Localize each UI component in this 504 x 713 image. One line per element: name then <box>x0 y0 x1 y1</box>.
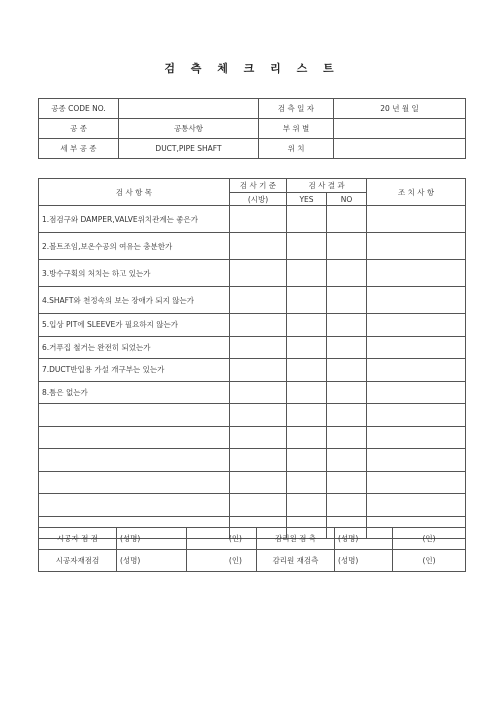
work-value[interactable]: 공통사항 <box>119 119 259 139</box>
yes-cell[interactable] <box>287 287 327 314</box>
yes-cell[interactable] <box>287 206 327 233</box>
action-cell[interactable] <box>367 336 466 359</box>
standard-cell[interactable] <box>230 426 287 449</box>
action-cell[interactable] <box>367 471 466 494</box>
checklist-item-text: 3.방수구획의 처치는 하고 있는가 <box>39 260 230 287</box>
checklist-row <box>39 494 466 517</box>
action-cell[interactable] <box>367 287 466 314</box>
no-cell[interactable] <box>327 314 367 337</box>
no-cell[interactable] <box>327 381 367 404</box>
standard-cell[interactable] <box>230 359 287 382</box>
checklist-row <box>39 426 466 449</box>
yes-cell[interactable] <box>287 314 327 337</box>
checklist-item-text: 5.입상 PIT에 SLEEVE가 필요하지 않는가 <box>39 314 230 337</box>
checklist-row <box>39 206 466 233</box>
info-row-code <box>39 99 466 119</box>
no-cell[interactable] <box>327 471 367 494</box>
action-cell[interactable] <box>367 426 466 449</box>
detail-value[interactable]: DUCT,PIPE SHAFT <box>119 139 259 159</box>
supervisor-recheck-seal[interactable]: (인) <box>393 550 466 572</box>
checklist-row <box>39 449 466 472</box>
no-cell[interactable] <box>327 359 367 382</box>
action-cell[interactable] <box>367 206 466 233</box>
standard-cell[interactable] <box>230 314 287 337</box>
supervisor-check-label: 감리원 검 측 <box>257 528 335 550</box>
checklist-row <box>39 471 466 494</box>
page-title: 검 측 체 크 리 스 트 <box>164 62 340 75</box>
checklist-item-text <box>39 449 230 472</box>
checklist-item-text <box>39 494 230 517</box>
yes-cell[interactable] <box>287 404 327 427</box>
yes-cell[interactable] <box>287 260 327 287</box>
yes-cell[interactable] <box>287 336 327 359</box>
checklist-row <box>39 260 466 287</box>
action-cell[interactable] <box>367 359 466 382</box>
signature-row-contractor-check <box>39 528 466 550</box>
yes-cell[interactable] <box>287 359 327 382</box>
checklist-item-text: 6.거푸집 철거는 완전히 되었는가 <box>39 336 230 359</box>
no-cell[interactable] <box>327 260 367 287</box>
work-label: 공 종 <box>39 119 119 139</box>
checklist-item-text <box>39 404 230 427</box>
standard-cell[interactable] <box>230 287 287 314</box>
yes-cell[interactable] <box>287 233 327 260</box>
action-cell[interactable] <box>367 494 466 517</box>
action-cell[interactable] <box>367 449 466 472</box>
item-header: 검 사 항 목 <box>39 179 230 206</box>
no-header: NO <box>327 193 367 206</box>
action-cell[interactable] <box>367 314 466 337</box>
standard-cell[interactable] <box>230 471 287 494</box>
code-label: 공종 CODE NO. <box>39 99 119 119</box>
contractor-check-label: 시공자 점 검 <box>39 528 117 550</box>
standard-cell[interactable] <box>230 404 287 427</box>
no-cell[interactable] <box>327 404 367 427</box>
checklist-row <box>39 314 466 337</box>
no-cell[interactable] <box>327 426 367 449</box>
no-cell[interactable] <box>327 206 367 233</box>
standard-cell[interactable] <box>230 494 287 517</box>
standard-cell[interactable] <box>230 206 287 233</box>
no-cell[interactable] <box>327 449 367 472</box>
checklist-item-text: 1.점검구와 DAMPER,VALVE위치관계는 좋은가 <box>39 206 230 233</box>
part-value[interactable] <box>334 119 466 139</box>
checklist-row <box>39 381 466 404</box>
checklist-header-row <box>39 179 466 193</box>
checklist-item-text: 4.SHAFT와 천정속의 보는 장애가 되지 않는가 <box>39 287 230 314</box>
action-cell[interactable] <box>367 233 466 260</box>
checklist-row <box>39 233 466 260</box>
no-cell[interactable] <box>327 336 367 359</box>
detail-label: 세 부 공 종 <box>39 139 119 159</box>
supervisor-recheck-label: 감리원 재검측 <box>257 550 335 572</box>
yes-cell[interactable] <box>287 381 327 404</box>
yes-header: YES <box>287 193 327 206</box>
checklist-row <box>39 359 466 382</box>
yes-cell[interactable] <box>287 426 327 449</box>
info-row-detail <box>39 139 466 159</box>
supervisor-recheck-name[interactable]: (성명) <box>335 550 393 572</box>
no-cell[interactable] <box>327 233 367 260</box>
action-cell[interactable] <box>367 381 466 404</box>
checklist-item-text: 2.볼트조임,보온수공의 여유는 충분한가 <box>39 233 230 260</box>
yes-cell[interactable] <box>287 494 327 517</box>
contractor-recheck-label: 시공자재점검 <box>39 550 117 572</box>
standard-cell[interactable] <box>230 381 287 404</box>
no-cell[interactable] <box>327 494 367 517</box>
code-value[interactable] <box>119 99 259 119</box>
method-header: (시방) <box>230 193 287 206</box>
checklist-item-text <box>39 426 230 449</box>
location-label: 위 치 <box>259 139 334 159</box>
contractor-check-seal[interactable]: (인) <box>187 528 257 550</box>
result-header: 검 사 결 과 <box>287 179 367 193</box>
action-cell[interactable] <box>367 404 466 427</box>
standard-cell[interactable] <box>230 260 287 287</box>
action-cell[interactable] <box>367 260 466 287</box>
standard-cell[interactable] <box>230 449 287 472</box>
checklist-item-text: 7.DUCT반입용 가설 개구부는 있는가 <box>39 359 230 382</box>
part-label: 부 위 별 <box>259 119 334 139</box>
location-value[interactable] <box>334 139 466 159</box>
checklist-table <box>38 178 466 539</box>
checklist-item-text: 8.틈은 없는가 <box>39 381 230 404</box>
checklist-row <box>39 336 466 359</box>
standard-cell[interactable] <box>230 233 287 260</box>
checklist-row <box>39 287 466 314</box>
date-value[interactable]: 20 년 월 일 <box>334 99 466 119</box>
checklist-item-text <box>39 471 230 494</box>
contractor-check-name[interactable]: (성명) <box>117 528 187 550</box>
supervisor-check-name[interactable]: (성명) <box>335 528 393 550</box>
action-header: 조 치 사 항 <box>367 179 466 206</box>
no-cell[interactable] <box>327 287 367 314</box>
yes-cell[interactable] <box>287 449 327 472</box>
date-label: 검 측 일 자 <box>259 99 334 119</box>
signature-table <box>38 527 466 572</box>
info-table <box>38 98 466 159</box>
signature-row-contractor-recheck <box>39 550 466 572</box>
contractor-recheck-seal[interactable]: (인) <box>187 550 257 572</box>
standard-header: 검 사 기 준 <box>230 179 287 193</box>
info-row-work <box>39 119 466 139</box>
yes-cell[interactable] <box>287 471 327 494</box>
standard-cell[interactable] <box>230 336 287 359</box>
contractor-recheck-name[interactable]: (성명) <box>117 550 187 572</box>
checklist-row <box>39 404 466 427</box>
supervisor-check-seal[interactable]: (인) <box>393 528 466 550</box>
